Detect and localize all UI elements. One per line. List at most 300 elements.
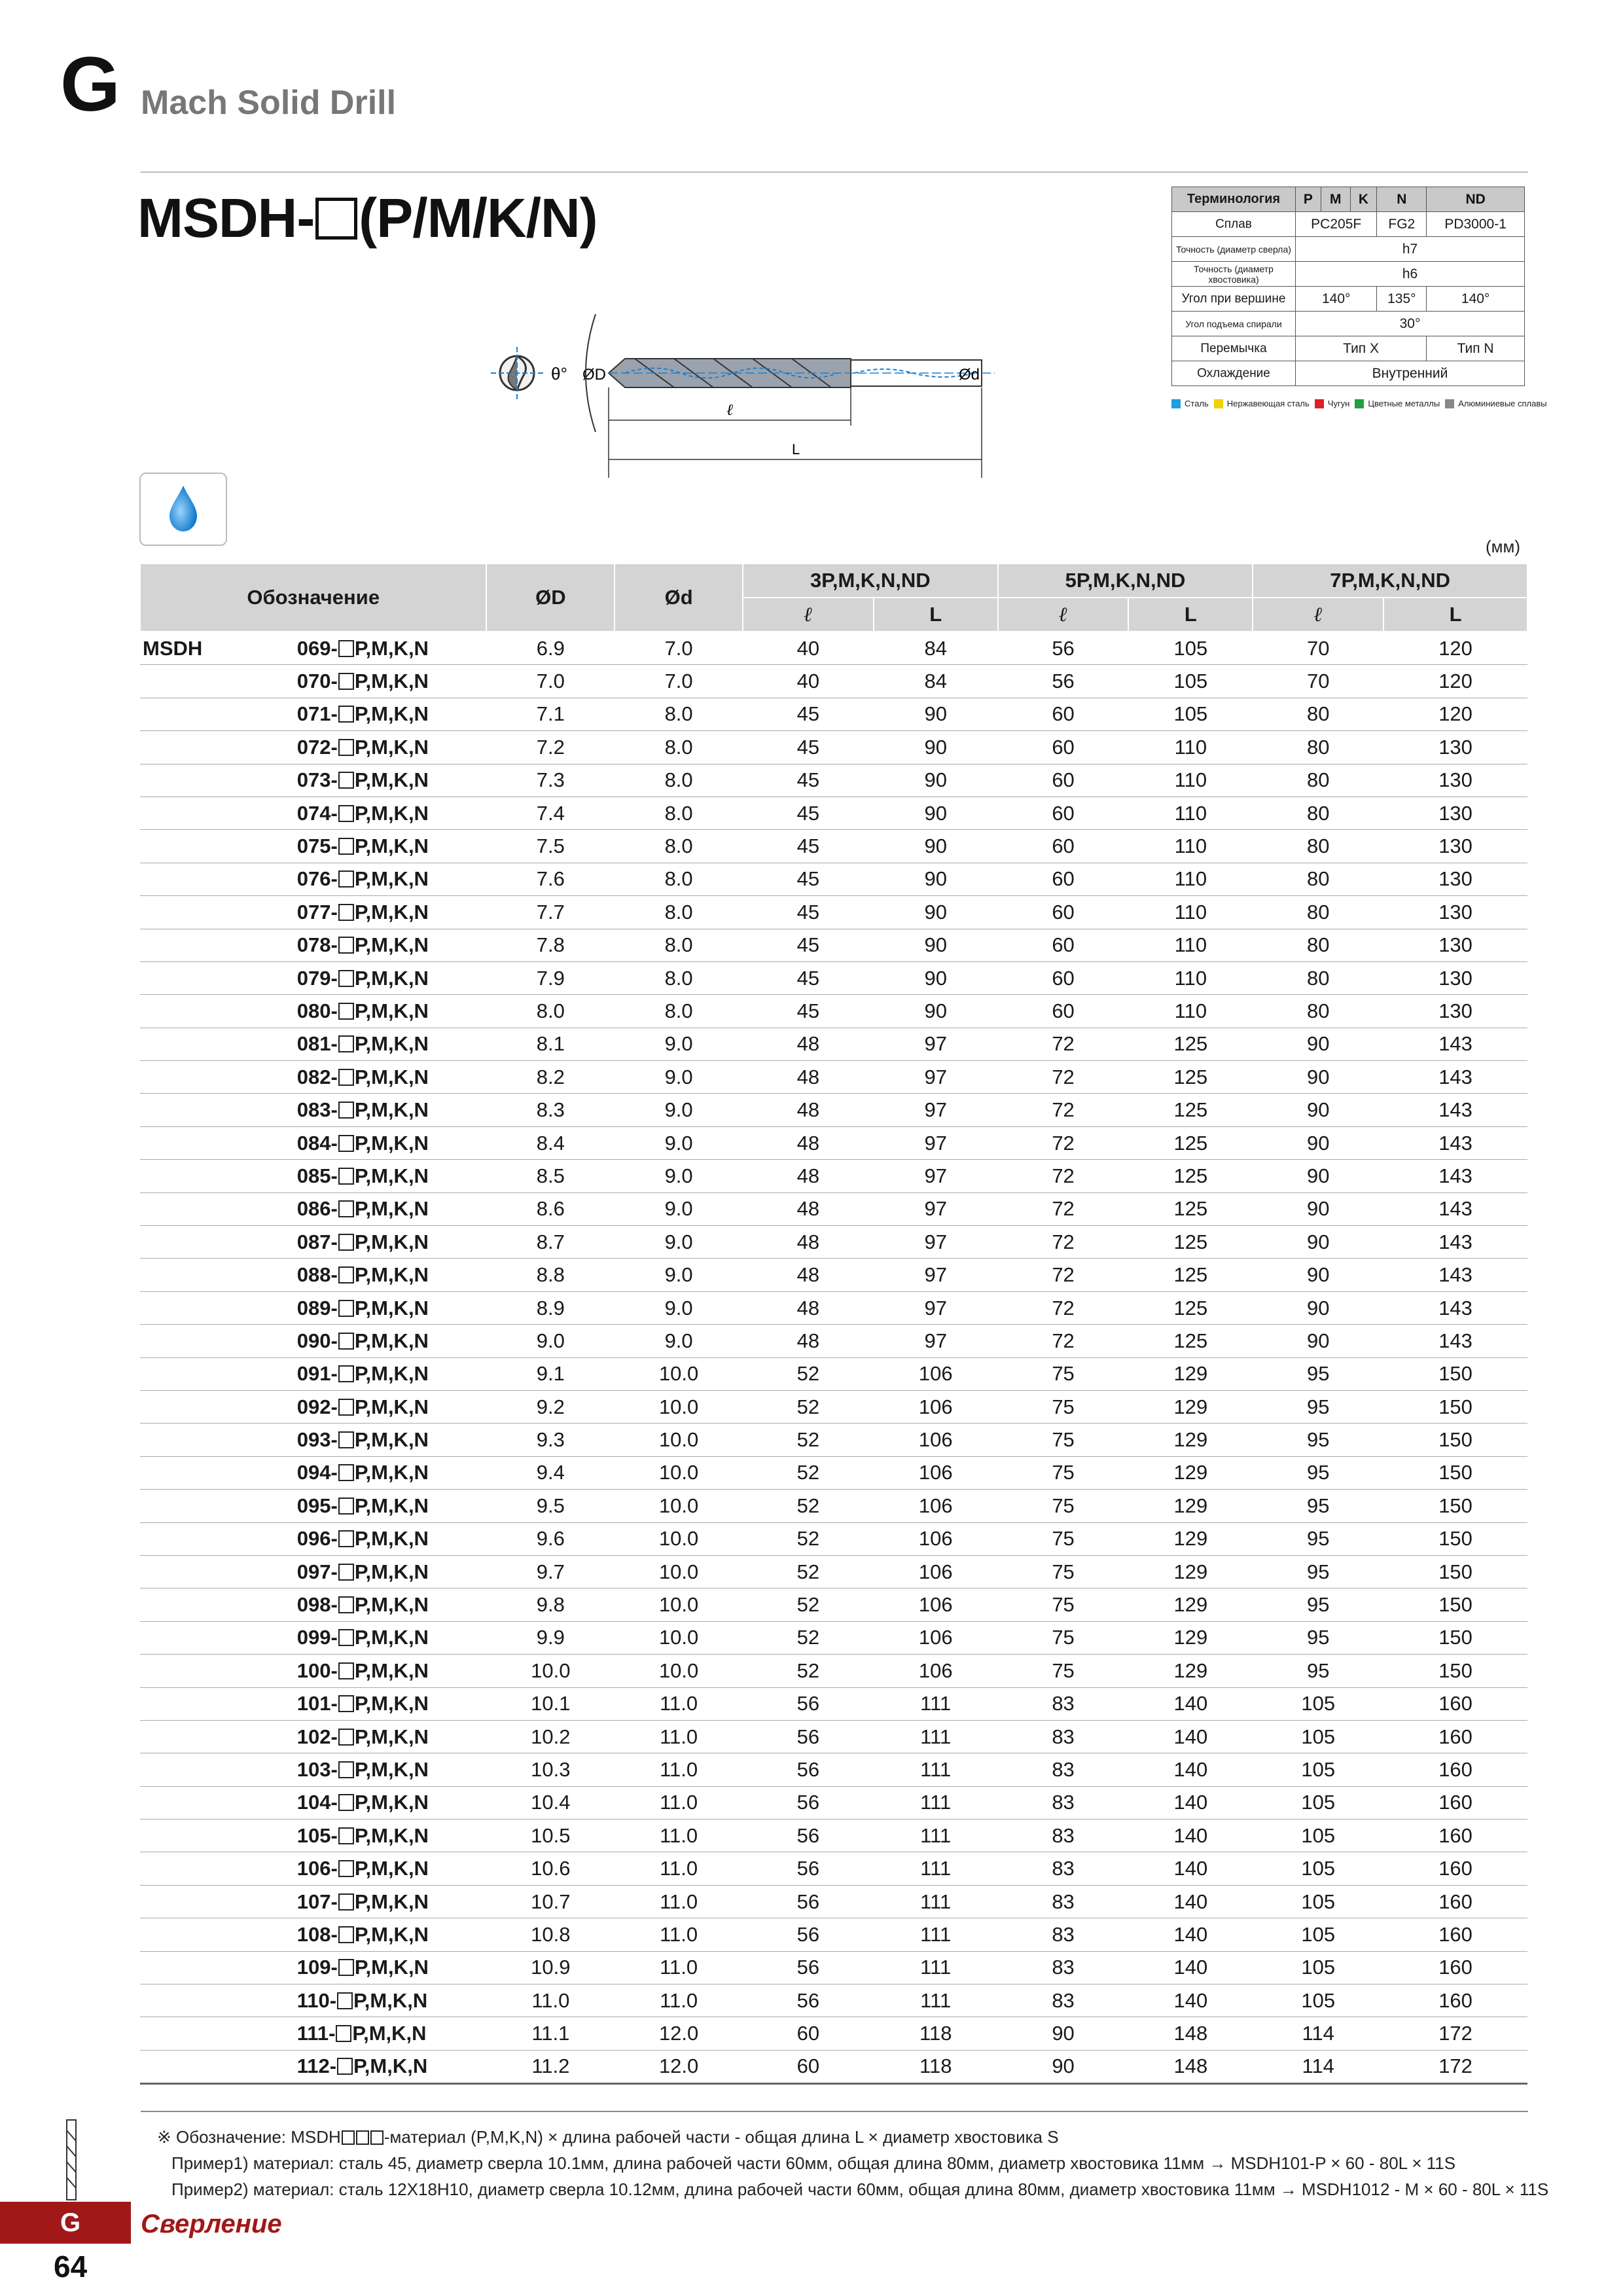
cell-L-3d: 106 — [874, 1390, 998, 1423]
cell-L-3d: 90 — [874, 764, 998, 797]
page-number: 64 — [54, 2250, 88, 2284]
cell-dia-d: 11.0 — [615, 1720, 743, 1753]
table-row — [140, 698, 1527, 730]
designation-cell: 079- P,M,K,N — [297, 961, 487, 994]
table-row — [140, 1028, 1527, 1060]
cell-l-3d: 56 — [743, 1720, 874, 1753]
designation-suffix: P,M,K,N — [354, 636, 429, 660]
table-row — [140, 797, 1527, 829]
cell-l-3d: 56 — [743, 1687, 874, 1720]
cell-L-3d: 111 — [874, 1820, 998, 1852]
table-row — [140, 1951, 1527, 1984]
cell-dia-d: 12.0 — [615, 2050, 743, 2083]
cell-L-5d: 140 — [1128, 1852, 1253, 1885]
cell-l-3d: 45 — [743, 863, 874, 895]
cell-l-5d: 75 — [998, 1456, 1129, 1489]
designation-cell: 084- P,M,K,N — [297, 1126, 487, 1159]
designation-code: 109 — [296, 1956, 331, 1979]
cooling-value: Внутренний — [1296, 361, 1525, 386]
cell-L-7d: 143 — [1383, 1028, 1527, 1060]
placeholder-box — [338, 1827, 354, 1844]
cell-l-5d: 90 — [998, 2050, 1129, 2083]
designation-cell: 080- P,M,K,N — [297, 995, 487, 1028]
cell-L-5d: 129 — [1128, 1655, 1253, 1687]
cell-l-3d: 48 — [743, 1061, 874, 1094]
designation-cell: 105- P,M,K,N — [297, 1820, 487, 1852]
cell-l-3d: 45 — [743, 830, 874, 863]
designation-suffix: P,M,K,N — [354, 1428, 429, 1452]
cell-L-5d: 129 — [1128, 1357, 1253, 1390]
series-cell — [140, 1522, 297, 1555]
col-designation: Обозначение — [140, 564, 486, 632]
cell-dia-d: 11.0 — [615, 1885, 743, 1918]
cell-L-7d: 160 — [1383, 1984, 1527, 2017]
designation-code: 111 — [296, 2022, 329, 2045]
cell-L-5d: 129 — [1128, 1588, 1253, 1621]
placeholder-box — [338, 904, 354, 921]
cell-l-7d: 105 — [1253, 1687, 1383, 1720]
cell-l-3d: 52 — [743, 1424, 874, 1456]
designation-cell: 087- P,M,K,N — [297, 1226, 487, 1259]
placeholder-box — [338, 1662, 354, 1679]
cell-L-5d: 105 — [1128, 632, 1253, 665]
designation-code: 084 — [296, 1131, 331, 1155]
designation-cell: 094- P,M,K,N — [297, 1456, 487, 1489]
placeholder-box — [338, 1266, 354, 1283]
designation-suffix: P,M,K,N — [354, 1823, 429, 1847]
cell-L-7d: 160 — [1383, 1852, 1527, 1885]
series-cell — [140, 665, 297, 698]
table-row — [140, 929, 1527, 961]
cell-L-7d: 143 — [1383, 1259, 1527, 1291]
cell-l-7d: 95 — [1253, 1490, 1383, 1522]
cell-l-5d: 60 — [998, 863, 1129, 895]
cell-L-3d: 90 — [874, 995, 998, 1028]
cell-L-3d: 90 — [874, 731, 998, 764]
series-cell — [140, 1226, 297, 1259]
legend-swatch-m — [1214, 399, 1223, 408]
series-cell — [140, 1852, 297, 1885]
cell-l-7d: 90 — [1253, 1126, 1383, 1159]
designation-code: 085 — [296, 1164, 331, 1187]
placeholder-box — [338, 1596, 354, 1613]
series-cell — [140, 1885, 297, 1918]
cell-l-3d: 45 — [743, 764, 874, 797]
cell-l-7d: 90 — [1253, 1226, 1383, 1259]
cell-L-7d: 172 — [1383, 2017, 1527, 2050]
cell-l-3d: 60 — [743, 2017, 874, 2050]
cell-l-3d: 45 — [743, 929, 874, 961]
coolant-badge — [139, 473, 227, 546]
series-cell — [140, 1687, 297, 1720]
cell-l-7d: 90 — [1253, 1061, 1383, 1094]
alloy-value-2: FG2 — [1377, 212, 1427, 237]
table-row — [140, 1522, 1527, 1555]
cell-L-3d: 97 — [874, 1126, 998, 1159]
cell-L-3d: 111 — [874, 1687, 998, 1720]
cell-L-7d: 130 — [1383, 995, 1527, 1028]
designation-code: 098 — [296, 1593, 331, 1617]
table-row — [140, 1984, 1527, 2017]
note-example-2: Пример2) материал: сталь 12X18H10, диаметр сверла 10.12мм, длина рабочей части 60мм, общая длина 80мм, диаметр хвостовика 11мм → MSDH1012 - M × 60 - 80L × 11S — [171, 2179, 1549, 2199]
placeholder-box — [338, 1860, 354, 1877]
placeholder-box — [338, 1431, 354, 1448]
cell-l-3d: 48 — [743, 1291, 874, 1324]
cell-L-5d: 125 — [1128, 1291, 1253, 1324]
cell-l-5d: 60 — [998, 764, 1129, 797]
cell-L-7d: 130 — [1383, 929, 1527, 961]
legend-text-k: Чугун — [1327, 399, 1350, 408]
cell-l-5d: 90 — [998, 2017, 1129, 2050]
designation-suffix: P,M,K,N — [354, 1956, 429, 1979]
placeholder-box — [338, 1695, 354, 1712]
designation-cell: 101- P,M,K,N — [297, 1687, 487, 1720]
point-angle-2: 135° — [1377, 287, 1427, 312]
cell-L-5d: 140 — [1128, 1984, 1253, 2017]
placeholder-box — [338, 1069, 354, 1086]
spec-head-label: Терминология — [1172, 187, 1296, 212]
point-angle-label: Угол при вершине — [1172, 287, 1296, 312]
designation-cell: 074- P,M,K,N — [297, 797, 487, 829]
cell-L-5d: 140 — [1128, 1786, 1253, 1819]
series-cell — [140, 995, 297, 1028]
table-row — [140, 1094, 1527, 1126]
cell-l-3d: 52 — [743, 1390, 874, 1423]
cell-l-5d: 75 — [998, 1555, 1129, 1588]
cell-l-5d: 72 — [998, 1160, 1129, 1193]
designation-suffix: P,M,K,N — [354, 1362, 429, 1386]
cell-L-7d: 143 — [1383, 1126, 1527, 1159]
cell-L-7d: 143 — [1383, 1291, 1527, 1324]
cell-dia-d: 8.0 — [615, 731, 743, 764]
designation-code: 087 — [296, 1230, 331, 1253]
placeholder-box — [338, 1300, 354, 1317]
cell-dia-d: 11.0 — [615, 1753, 743, 1786]
placeholder-box — [338, 1035, 354, 1052]
placeholder-box — [338, 1761, 354, 1778]
placeholder-box — [338, 1234, 354, 1251]
cell-l-3d: 48 — [743, 1259, 874, 1291]
series-cell — [140, 797, 297, 829]
cell-dia-d: 11.0 — [615, 1820, 743, 1852]
series-cell — [140, 1951, 297, 1984]
cell-L-7d: 143 — [1383, 1193, 1527, 1225]
dia-D-label: ØD — [582, 366, 606, 384]
cell-L-3d: 106 — [874, 1424, 998, 1456]
cell-L-7d: 160 — [1383, 1786, 1527, 1819]
cell-dia-D: 7.7 — [486, 896, 615, 929]
table-row — [140, 863, 1527, 895]
placeholder-box — [338, 838, 354, 855]
cell-L-5d: 110 — [1128, 764, 1253, 797]
designation-suffix: P,M,K,N — [354, 702, 429, 726]
cell-L-5d: 129 — [1128, 1621, 1253, 1654]
designation-code: 070 — [296, 670, 331, 693]
designation-suffix: P,M,K,N — [354, 1857, 429, 1880]
series-cell — [140, 961, 297, 994]
cell-l-5d: 72 — [998, 1193, 1129, 1225]
cell-dia-d: 8.0 — [615, 797, 743, 829]
designation-cell: 072- P,M,K,N — [297, 731, 487, 764]
table-row — [140, 1820, 1527, 1852]
designation-code: 080 — [296, 999, 331, 1022]
legend-swatch-nd — [1445, 399, 1454, 408]
cell-L-7d: 160 — [1383, 1885, 1527, 1918]
cell-dia-D: 8.0 — [486, 995, 615, 1028]
placeholder-box — [338, 1102, 354, 1119]
series-cell — [140, 1720, 297, 1753]
cell-dia-D: 9.3 — [486, 1424, 615, 1456]
cell-L-7d: 130 — [1383, 764, 1527, 797]
cell-l-7d: 105 — [1253, 1852, 1383, 1885]
cell-dia-D: 7.5 — [486, 830, 615, 863]
cell-l-7d: 114 — [1253, 2017, 1383, 2050]
cell-l-3d: 60 — [743, 2050, 874, 2083]
designation-code: 086 — [296, 1197, 331, 1221]
designation-suffix: P,M,K,N — [353, 2054, 428, 2078]
designation-cell: 088- P,M,K,N — [297, 1259, 487, 1291]
cell-l-7d: 90 — [1253, 1193, 1383, 1225]
cell-L-5d: 148 — [1128, 2050, 1253, 2083]
cell-L-7d: 150 — [1383, 1588, 1527, 1621]
cell-dia-d: 11.0 — [615, 1951, 743, 1984]
placeholder-box — [337, 1992, 353, 2009]
cell-dia-D: 9.0 — [486, 1325, 615, 1357]
note-suffix: -материал (P,M,K,N) × длина рабочей части - общая длина L × диаметр хвостовика S — [383, 2127, 1059, 2147]
cell-l-7d: 105 — [1253, 1786, 1383, 1819]
table-row — [140, 961, 1527, 994]
cell-l-7d: 95 — [1253, 1655, 1383, 1687]
cell-l-5d: 83 — [998, 1820, 1129, 1852]
designation-code: 071 — [296, 702, 331, 726]
cell-l-3d: 52 — [743, 1588, 874, 1621]
cell-dia-D: 8.2 — [486, 1061, 615, 1094]
cell-L-5d: 140 — [1128, 1720, 1253, 1753]
series-cell — [140, 1126, 297, 1159]
grade-m: M — [1321, 187, 1350, 212]
group-3d: 3P,M,K,N,ND — [743, 564, 998, 598]
cell-L-5d: 110 — [1128, 929, 1253, 961]
cell-dia-D: 10.1 — [486, 1687, 615, 1720]
cell-L-3d: 118 — [874, 2050, 998, 2083]
cell-dia-D: 9.7 — [486, 1555, 615, 1588]
cell-l-3d: 45 — [743, 896, 874, 929]
cell-L-3d: 90 — [874, 929, 998, 961]
placeholder-box — [338, 1464, 354, 1481]
cell-L-5d: 129 — [1128, 1390, 1253, 1423]
cell-dia-D: 11.2 — [486, 2050, 615, 2083]
cell-dia-d: 12.0 — [615, 2017, 743, 2050]
cell-l-5d: 60 — [998, 961, 1129, 994]
alloy-value-1: PC205F — [1296, 212, 1377, 237]
cell-L-5d: 129 — [1128, 1522, 1253, 1555]
cell-dia-D: 10.6 — [486, 1852, 615, 1885]
cell-L-7d: 160 — [1383, 1951, 1527, 1984]
designation-code: 088 — [296, 1263, 331, 1287]
cell-l-5d: 56 — [998, 632, 1129, 665]
cell-l-7d: 95 — [1253, 1424, 1383, 1456]
designation-suffix: P,M,K,N — [354, 1922, 429, 1946]
table-row — [140, 1226, 1527, 1259]
cell-dia-d: 8.0 — [615, 961, 743, 994]
dimension-table — [139, 563, 1528, 2085]
placeholder-box — [338, 1729, 354, 1746]
cell-l-7d: 90 — [1253, 1094, 1383, 1126]
series-cell — [140, 698, 297, 730]
cell-dia-D: 10.5 — [486, 1820, 615, 1852]
cell-L-5d: 140 — [1128, 1820, 1253, 1852]
cell-L-7d: 160 — [1383, 1918, 1527, 1951]
cell-dia-D: 7.0 — [486, 665, 615, 698]
cell-l-3d: 48 — [743, 1226, 874, 1259]
web-label: Перемычка — [1172, 336, 1296, 361]
designation-cell: 096- P,M,K,N — [297, 1522, 487, 1555]
drill-tolerance-value: h7 — [1296, 237, 1525, 262]
placeholder-box — [338, 1333, 354, 1350]
cell-dia-D: 11.1 — [486, 2017, 615, 2050]
legend-swatch-p — [1171, 399, 1181, 408]
cell-dia-d: 9.0 — [615, 1061, 743, 1094]
designation-suffix: P,M,K,N — [354, 1791, 429, 1814]
designation-code: 105 — [296, 1823, 331, 1847]
cell-l-7d: 80 — [1253, 863, 1383, 895]
designation-code: 069 — [296, 636, 331, 660]
series-cell — [140, 1424, 297, 1456]
designation-suffix: P,M,K,N — [354, 1725, 429, 1748]
cell-L-5d: 105 — [1128, 665, 1253, 698]
table-row — [140, 1424, 1527, 1456]
theta-label: θ° — [551, 364, 567, 384]
placeholder-box — [338, 1530, 354, 1547]
cell-l-7d: 80 — [1253, 731, 1383, 764]
cell-L-5d: 105 — [1128, 698, 1253, 730]
cell-L-7d: 160 — [1383, 1720, 1527, 1753]
cell-L-7d: 143 — [1383, 1325, 1527, 1357]
cell-l-5d: 72 — [998, 1061, 1129, 1094]
cell-l-3d: 45 — [743, 731, 874, 764]
table-row — [140, 731, 1527, 764]
designation-code: 072 — [296, 735, 331, 759]
cell-L-5d: 110 — [1128, 961, 1253, 994]
series-cell — [140, 863, 297, 895]
designation-suffix: P,M,K,N — [354, 1032, 429, 1056]
cell-dia-D: 7.1 — [486, 698, 615, 730]
cell-dia-d: 9.0 — [615, 1325, 743, 1357]
cell-l-5d: 83 — [998, 1720, 1129, 1753]
cell-l-5d: 60 — [998, 929, 1129, 961]
legend-text-n: Цветные металлы — [1368, 399, 1440, 408]
cooling-label: Охлаждение — [1172, 361, 1296, 386]
alloy-value-3: PD3000-1 — [1427, 212, 1525, 237]
cell-dia-d: 10.0 — [615, 1456, 743, 1489]
designation-suffix: P,M,K,N — [354, 900, 429, 924]
placeholder-box — [338, 640, 354, 657]
designation-suffix: P,M,K,N — [354, 1098, 429, 1122]
cell-dia-d: 8.0 — [615, 929, 743, 961]
cell-L-7d: 120 — [1383, 698, 1527, 730]
designation-code: 102 — [296, 1725, 331, 1748]
cell-L-3d: 97 — [874, 1094, 998, 1126]
cell-l-5d: 83 — [998, 1885, 1129, 1918]
cell-L-7d: 150 — [1383, 1555, 1527, 1588]
cell-L-3d: 97 — [874, 1028, 998, 1060]
designation-cell: 107- P,M,K,N — [297, 1885, 487, 1918]
cell-L-7d: 120 — [1383, 665, 1527, 698]
designation-suffix: P,M,K,N — [354, 1659, 429, 1682]
designation-cell: 085- P,M,K,N — [297, 1160, 487, 1193]
table-row — [140, 1456, 1527, 1489]
placeholder-box — [338, 1498, 354, 1515]
designation-cell: 092- P,M,K,N — [297, 1390, 487, 1423]
placeholder-box — [338, 1959, 354, 1976]
cell-L-3d: 111 — [874, 1852, 998, 1885]
alloy-label: Сплав — [1172, 212, 1296, 237]
series-cell — [140, 1094, 297, 1126]
cell-L-7d: 143 — [1383, 1226, 1527, 1259]
cell-L-7d: 150 — [1383, 1456, 1527, 1489]
table-row — [140, 764, 1527, 797]
cell-L-5d: 110 — [1128, 995, 1253, 1028]
cell-L-7d: 130 — [1383, 961, 1527, 994]
cell-dia-D: 8.7 — [486, 1226, 615, 1259]
cell-l-3d: 52 — [743, 1357, 874, 1390]
cell-l-7d: 95 — [1253, 1522, 1383, 1555]
cell-L-3d: 118 — [874, 2017, 998, 2050]
cell-L-7d: 120 — [1383, 632, 1527, 665]
material-legend — [1171, 399, 1547, 408]
cell-L-5d: 148 — [1128, 2017, 1253, 2050]
placeholder-box — [338, 1003, 354, 1020]
cell-dia-D: 9.5 — [486, 1490, 615, 1522]
cell-L-7d: 130 — [1383, 731, 1527, 764]
point-angle-1: 140° — [1296, 287, 1377, 312]
table-row — [140, 1687, 1527, 1720]
table-row — [140, 995, 1527, 1028]
designation-suffix: P,M,K,N — [354, 1890, 429, 1913]
cell-l-5d: 75 — [998, 1390, 1129, 1423]
designation-suffix: P,M,K,N — [354, 867, 429, 891]
designation-suffix: P,M,K,N — [354, 1065, 429, 1088]
spec-table — [1171, 187, 1525, 386]
designation-code: 079 — [296, 966, 331, 990]
cell-L-5d: 129 — [1128, 1424, 1253, 1456]
cell-dia-D: 10.4 — [486, 1786, 615, 1819]
cell-dia-D: 8.9 — [486, 1291, 615, 1324]
table-row — [140, 632, 1527, 665]
designation-code: 103 — [296, 1757, 331, 1781]
designation-code: 093 — [296, 1428, 331, 1452]
series-cell — [140, 1786, 297, 1819]
cell-l-7d: 95 — [1253, 1621, 1383, 1654]
table-row — [140, 1160, 1527, 1193]
cell-dia-d: 8.0 — [615, 764, 743, 797]
placeholder-box — [338, 1893, 354, 1910]
cell-l-3d: 48 — [743, 1193, 874, 1225]
cell-l-3d: 56 — [743, 1820, 874, 1852]
designation-cell: 083- P,M,K,N — [297, 1094, 487, 1126]
series-cell — [140, 896, 297, 929]
col-dia-d: Ød — [615, 564, 743, 632]
cell-L-5d: 129 — [1128, 1555, 1253, 1588]
designation-code: 074 — [296, 801, 331, 825]
series-cell — [140, 1259, 297, 1291]
designation-code: 108 — [296, 1922, 331, 1946]
badge-letter: G — [60, 2208, 81, 2237]
cell-L-7d: 150 — [1383, 1655, 1527, 1687]
series-cell — [140, 731, 297, 764]
cell-dia-d: 11.0 — [615, 1984, 743, 2017]
designation-code: 078 — [296, 933, 331, 957]
